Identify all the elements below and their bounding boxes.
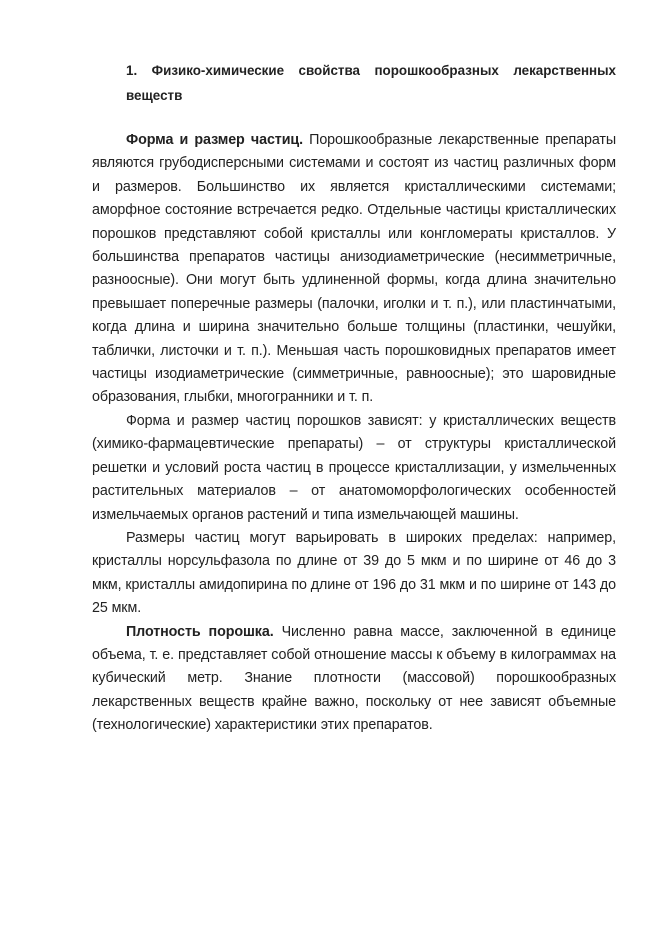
paragraph-form-size (92, 129, 616, 410)
document-page (92, 58, 616, 738)
paragraph-text: Численно равна массе, заключенной в единице объема, т. е. представляет собой отношение массы к объему в килограммах на кубический метр. Знание плотности (массовой) порошкообразных лекарственных веществ крайне важно, поскольку от нее зависят объемные (технологические) характеристики этих препаратов. (92, 623, 616, 734)
paragraph-sizes (92, 527, 616, 621)
subheading-form-size: Форма и размер частиц. (126, 132, 303, 148)
section-heading: 1. Физико-химические свойства порошкообразных лекарственных веществ (126, 63, 616, 103)
paragraph-density (92, 621, 616, 738)
paragraph-text: Форма и размер частиц порошков зависят: у кристаллических веществ (химико-фармацевтические препараты) – от структуры кристаллической решетки и условий роста частиц в процессе кристаллизации, у измельченных растительных материалов – от анатомоморфологических особенностей измельчаемых органов растений и типа измельчающей машины. (92, 412, 616, 523)
paragraph-text: Размеры частиц могут варьировать в широких пределах: например, кристаллы норсульфазола по длине от 39 до 5 мкм и по ширине от 46 до 3 мкм, кристаллы амидопирина по длине от 196 до 31 мкм и по ширине от 143 до 25 мкм. (92, 529, 616, 617)
paragraph-text: Порошкообразные лекарственные препараты являются грубодисперсными системами и состоят из частиц различных форм и размеров. Большинство их является кристаллическими системами; аморфное состояние встречается редко. Отдельные частицы кристаллических порошков представляют собой кристаллы или конгломераты кристаллов. У большинства препаратов частицы анизодиаметрические (несимметричные, разноосные). Они могут быть удлиненной формы, когда длина значительно превышает поперечные размеры (палочки, иголки и т. п.), или пластинчатыми, когда длина и ширина значительно больше толщины (пластинки, чешуйки, таблички, листочки и т. п.). Меньшая часть порошковидных препаратов имеет частицы изодиаметрические (симметричные, равноосные); это шаровидные образования, глыбки, многогранники и т. п. (92, 132, 617, 406)
paragraph-dependence (92, 410, 616, 527)
subheading-density: Плотность порошка. (126, 623, 274, 640)
